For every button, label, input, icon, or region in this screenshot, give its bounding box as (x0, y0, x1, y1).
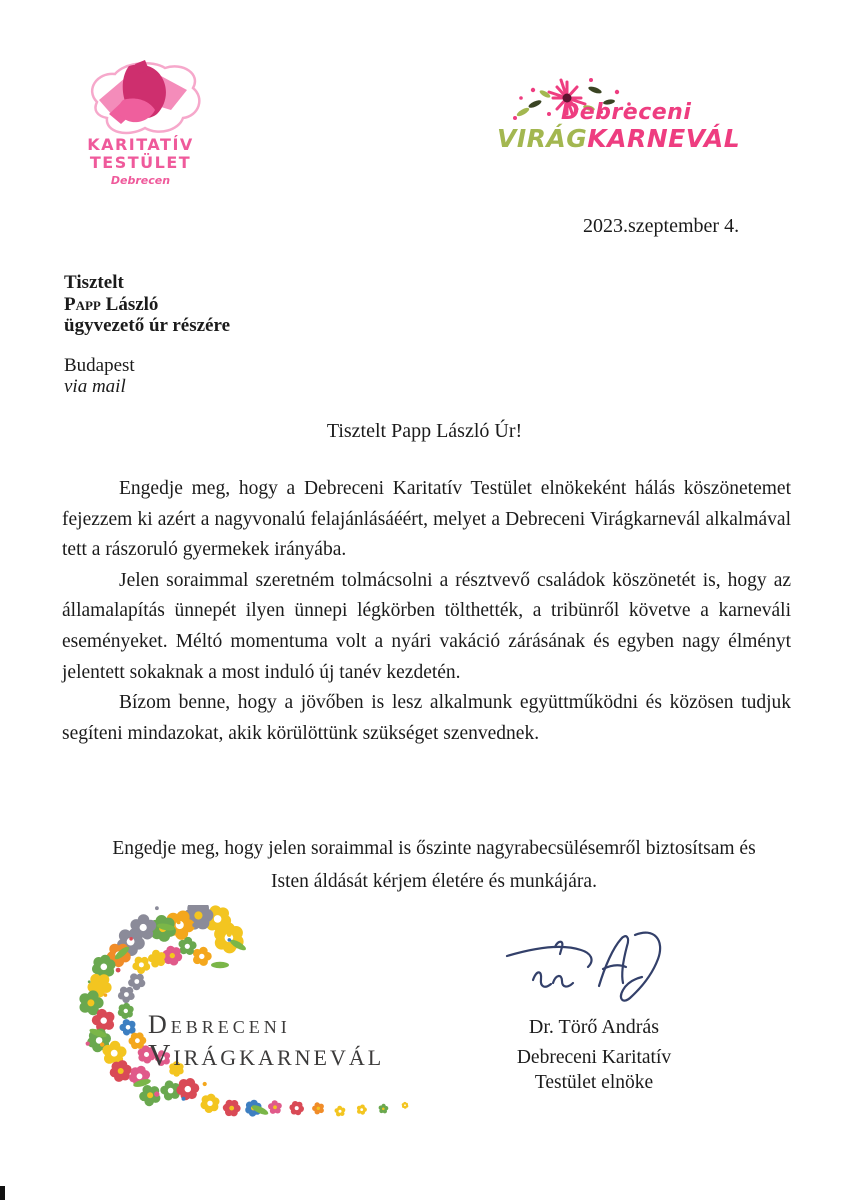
wreath-logo-line1: Debreceni (148, 1010, 291, 1039)
handwritten-signature-icon (499, 926, 689, 1012)
charity-logo (73, 60, 208, 187)
carnival-logo-virag: VIRÁG (497, 124, 588, 153)
recipient-first-name: Papp (64, 293, 101, 315)
signatory-title-line2: Testület elnöke (534, 1072, 654, 1093)
charity-logo-city: Debrecen (110, 174, 171, 187)
signatory-name: Dr. Törő András (528, 1016, 660, 1038)
carnival-logo-debreceni: Debreceni (561, 100, 692, 125)
recipient-role: ügyvezető úr részére (64, 315, 230, 336)
salutation: Tisztelt Papp László Úr! (326, 420, 523, 442)
signatory-title (484, 1045, 704, 1095)
scan-artifact (0, 1186, 5, 1200)
signatory-title-line1: Debreceni Karitatív (516, 1047, 672, 1068)
carnival-logo-karneval: KARNEVÁL (587, 124, 741, 153)
carnival-logo-wordmark (497, 124, 740, 153)
letter-date: 2023.szeptember 4. (583, 215, 740, 237)
closing-block (84, 832, 784, 898)
paragraph-3: Bízom benne, hogy a jövőben is lesz alkalmunk együttműködni és közösen tudjuk segíteni mindazokat, akik körülöttünk szükséget szenvednek. (62, 692, 791, 744)
charity-logo-line1: KARITATÍV (87, 135, 194, 154)
recipient-block (64, 272, 230, 398)
recipient-delivery-method: via mail (64, 376, 126, 397)
charity-ribbon-icon (75, 60, 207, 136)
letter-body (62, 474, 791, 749)
recipient-name (64, 294, 230, 316)
recipient-last-name: László (105, 293, 159, 315)
wreath-logo-line2: Virágkarnevál (148, 1037, 385, 1072)
recipient-city: Budapest (64, 354, 135, 376)
paragraph-1: Engedje meg, hogy a Debreceni Karitatív Testület elnökeként hálás köszönetemet fejezzem ki azért a nagyvonalú felajánlásáéért, melyet a Debreceni Virágkarnevál alkalmával tett a rászoruló gyermekek irányába. (62, 478, 791, 561)
signature-block (484, 926, 704, 1095)
closing-line-1: Engedje meg, hogy jelen soraimmal is őszinte nagyrabecsülésemről biztosítsam és (112, 838, 756, 859)
recipient-salute: Tisztelt (64, 272, 124, 293)
charity-logo-line2: TESTÜLET (89, 153, 192, 172)
closing-line-2: Isten áldását kérjem életére és munkájára. (271, 871, 597, 892)
paragraph-2: Jelen soraimmal szeretném tolmácsolni a résztvevő családok köszönetét is, hogy az államalapítás ünnepét ilyen ünnepi légkörben tölthették, a tribünről követve a karneváli eseményeket. Méltó momentuma volt a nyári vakáció zárásának és egyben nagy élményt jelentett sokaknak a most induló új tanév kezdetén. (62, 569, 791, 683)
